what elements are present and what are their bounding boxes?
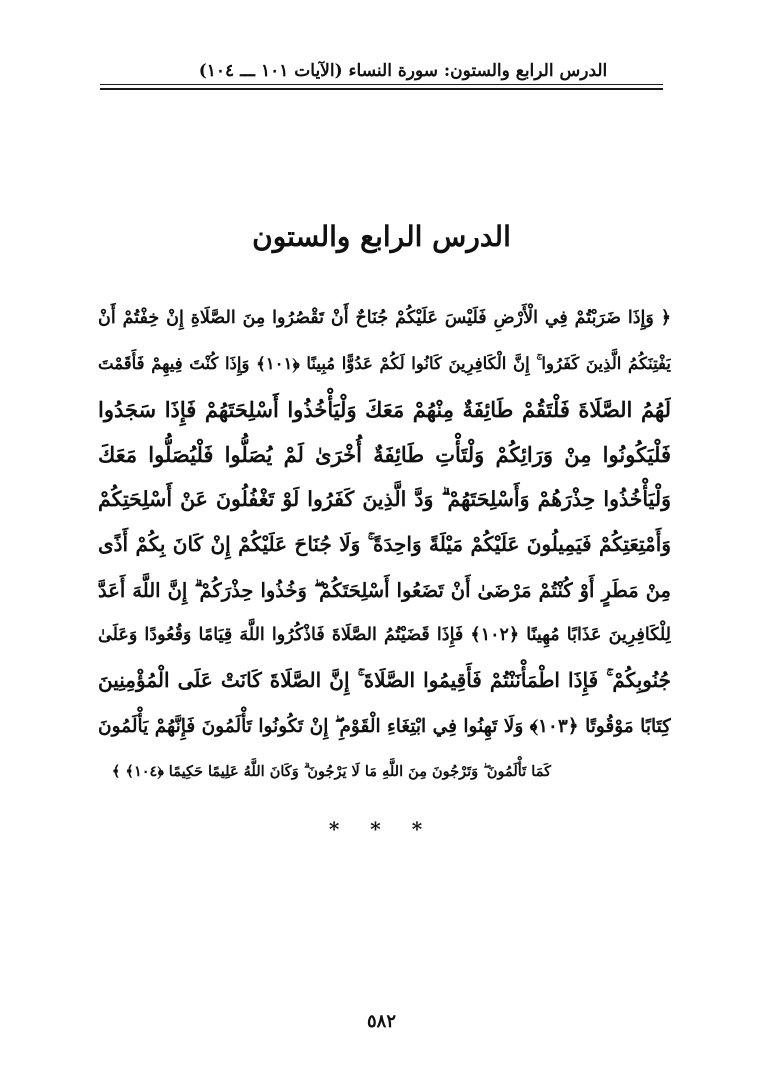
verse-line: كِتَابًا مَوْقُوتًا ﴿١٠٣﴾ وَلَا تَهِنُوا فِي ابْتِغَاءِ الْقَوْمِ ۖ إِنْ تَكُونُوا تَأْلَمُونَ فَإِنَّهُمْ يَأْلَمُونَ xyxy=(98,715,671,737)
verse-line: جُنُوبِكُمْ ۚ فَإِذَا اطْمَأْنَنْتُمْ فَأَقِيمُوا الصَّلَاةَ ۚ إِنَّ الصَّلَاةَ كَانَتْ عَلَى الْمُؤْمِنِينَ xyxy=(98,668,671,693)
verse-line: ﴿ وَإِذَا ضَرَبْتُمْ فِي الْأَرْضِ فَلَيْسَ عَلَيْكُمْ جُنَاحٌ أَنْ تَقْصُرُوا مِنَ الصَّلَاةِ إِنْ خِفْتُمْ أَنْ xyxy=(98,308,671,328)
page-number: ٥٨٢ xyxy=(366,1011,396,1032)
quran-verses-block xyxy=(98,296,671,794)
verse-line: كَمَا تَأْلَمُونَ ۖ وَتَرْجُونَ مِنَ اللَّهِ مَا لَا يَرْجُونَ ۗ وَكَانَ اللَّهُ عَلِيمًا حَكِيمًا ﴿١٠٤﴾ ﴾ xyxy=(111,762,551,780)
running-header: الدرس الرابع والستون: سورة النساء (الآيات ١٠١ ـــ ١٠٤) xyxy=(198,61,608,81)
verse-line: وَأَمْتِعَتِكُمْ فَيَمِيلُونَ عَلَيْكُمْ مَيْلَةً وَاحِدَةً ۚ وَلَا جُنَاحَ عَلَيْكُمْ إِنْ كَانَ بِكُمْ أَذًى xyxy=(98,532,671,557)
verse-line: مِنْ مَطَرٍ أَوْ كُنْتُمْ مَرْضَىٰ أَنْ تَضَعُوا أَسْلِحَتَكُمْ ۖ وَخُذُوا حِذْرَكُمْ ۗ إِنَّ اللَّهَ أَعَدَّ xyxy=(98,578,671,602)
lesson-title: الدرس الرابع والستون xyxy=(252,219,511,253)
verse-line: وَلْيَأْخُذُوا حِذْرَهُمْ وَأَسْلِحَتَهُمْ ۗ وَدَّ الَّذِينَ كَفَرُوا لَوْ تَغْفُلُونَ عَنْ أَسْلِحَتِكُمْ xyxy=(98,487,671,512)
verse-line: فَلْيَكُونُوا مِنْ وَرَائِكُمْ وَلْتَأْتِ طَائِفَةٌ أُخْرَىٰ لَمْ يُصَلُّوا فَلْيُصَلُّوا مَعَكَ xyxy=(98,441,671,467)
verse-line: لِلْكَافِرِينَ عَذَابًا مُهِينًا ﴿١٠٢﴾ فَإِذَا قَضَيْتُمُ الصَّلَاةَ فَاذْكُرُوا اللَّهَ قِيَامًا وَقُعُودًا وَعَلَىٰ xyxy=(98,625,671,646)
header-rule-thick xyxy=(100,88,663,90)
verse-line: لَهُمُ الصَّلَاةَ فَلْتَقُمْ طَائِفَةٌ مِنْهُمْ مَعَكَ وَلْيَأْخُذُوا أَسْلِحَتَهُمْ فَإِذَا سَجَدُوا xyxy=(98,396,671,422)
header-rule-thin xyxy=(100,84,663,85)
verse-line: يَفْتِنَكُمُ الَّذِينَ كَفَرُوا ۚ إِنَّ الْكَافِرِينَ كَانُوا لَكُمْ عَدُوًّا مُبِينًا ﴿١٠١﴾ وَإِذَا كُنْتَ فِيهِمْ فَأَقَمْتَ xyxy=(98,354,671,374)
section-separator: * * * xyxy=(328,817,435,841)
